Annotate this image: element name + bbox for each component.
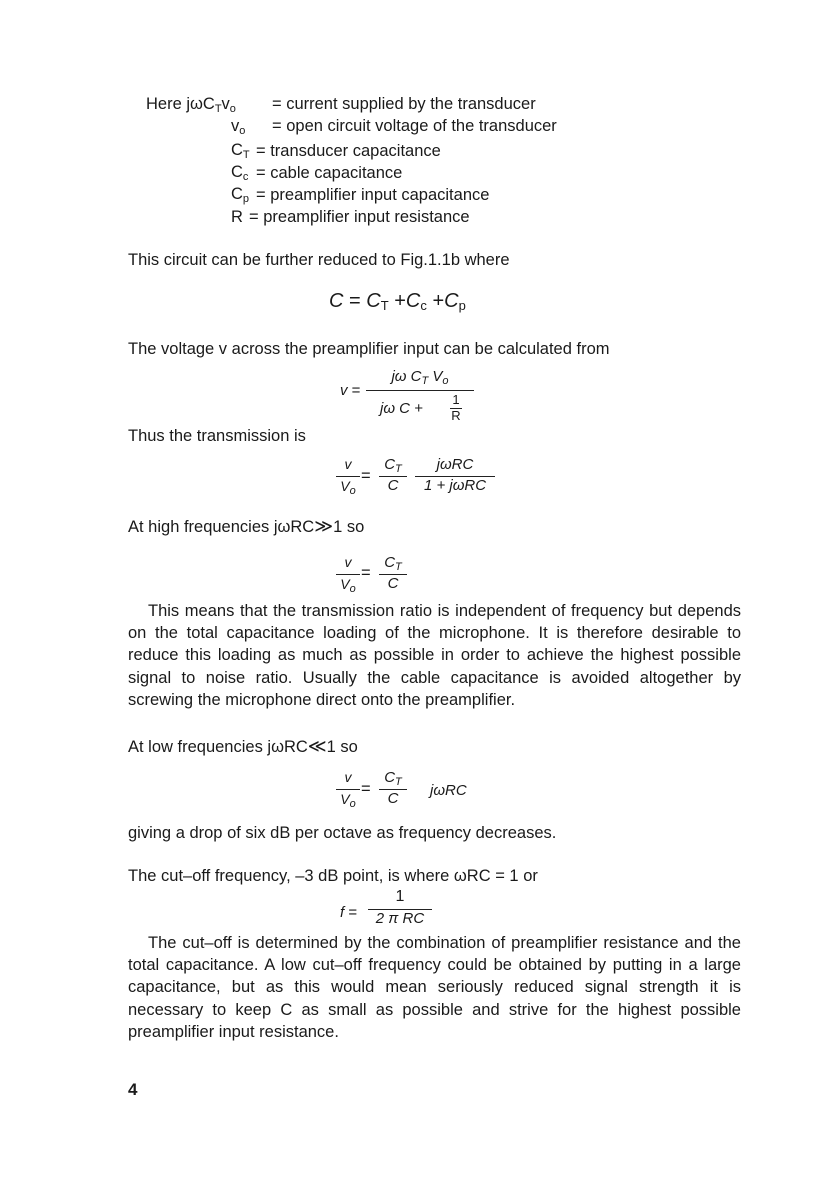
cutoff-line: The cut–off frequency, –3 dB point, is where ωRC = 1 or	[128, 867, 538, 885]
voltage-equation-lhs: v =	[340, 382, 361, 399]
drop-line: giving a drop of six dB per octave as frequency decreases.	[128, 824, 557, 842]
definition-item-current: = current supplied by the transducer	[272, 95, 536, 113]
definition-item-cp: = preamplifier input capacitance	[256, 186, 490, 204]
high-lhs-fraction: v $V_o$	[336, 554, 360, 594]
reduce-line: This circuit can be further reduced to Fig.1.1b where	[128, 251, 510, 269]
low-equals: =	[361, 780, 371, 798]
definition-lead: Here $j\omega C_Tv_o$	[146, 95, 236, 115]
low-lhs-fraction: v $V_o$	[336, 769, 360, 809]
low-jwrc-term: jωRC	[430, 782, 467, 799]
page-number: 4	[128, 1080, 138, 1099]
voltage-equation-fraction: jω $C_T$ $V_o$ jω C + 1 R	[366, 368, 474, 428]
definition-item-vo: = open circuit voltage of the transducer	[272, 117, 557, 135]
transmission-line: Thus the transmission is	[128, 427, 306, 445]
paragraph-cutoff-determined: The cut–off is determined by the combination of preamplifier resistance and the total capacitance. A low cut–off frequency could be obtained by putting in a large capacitance, but as this would mean seriously reduced signal strength it is necessary to keep C as small as possible and strive for the highest possible preamplifier input resistance.	[128, 934, 741, 1041]
transmission-equals: =	[361, 467, 371, 485]
transmission-lhs-fraction: v $V_o$	[336, 456, 360, 496]
low-ct-fraction: $C_T$ C	[379, 769, 407, 809]
definition-item-r: = preamplifier input resistance	[249, 208, 470, 226]
high-frequency-line: At high frequencies jωRC≫1 so	[128, 516, 365, 536]
paragraph-transmission-ratio: This means that the transmission ratio is independent of frequency but depends on the total capacitance loading of the microphone. It is therefore desirable to reduce this loading as much as possible in order to achieve the highest possible signal to noise ratio. Usually the cable capacitance is avoided altogether by screwing the microphone direct onto the preamplifier.	[128, 602, 741, 709]
voltage-line: The voltage v across the preamplifier input can be calculated from	[128, 340, 610, 358]
cutoff-fraction: 1 2 π RC	[368, 888, 432, 928]
definition-item-ct-symbol: $C_T$	[231, 141, 250, 161]
transmission-jwrc-fraction: jωRC 1 + jωRC	[415, 456, 495, 496]
definition-item-cc: = cable capacitance	[256, 164, 403, 182]
transmission-ct-fraction: $C_T$ C	[379, 456, 407, 496]
capacitance-sum-equation: $C = C_T +C_c +C_p$	[329, 290, 466, 313]
definition-item-cp-symbol: $C_p$	[231, 185, 250, 205]
low-frequency-line: At low frequencies jωRC≪1 so	[128, 736, 358, 756]
definition-item-cc-symbol: $C_c$	[231, 163, 249, 183]
definition-item-vo-symbol: $v_o$	[231, 117, 246, 137]
definition-item-r-symbol: R	[231, 208, 243, 226]
high-equals: =	[361, 564, 371, 582]
high-ct-fraction: $C_T$ C	[379, 554, 407, 594]
definition-item-ct: = transducer capacitance	[256, 142, 441, 160]
cutoff-lhs: f =	[340, 904, 358, 921]
